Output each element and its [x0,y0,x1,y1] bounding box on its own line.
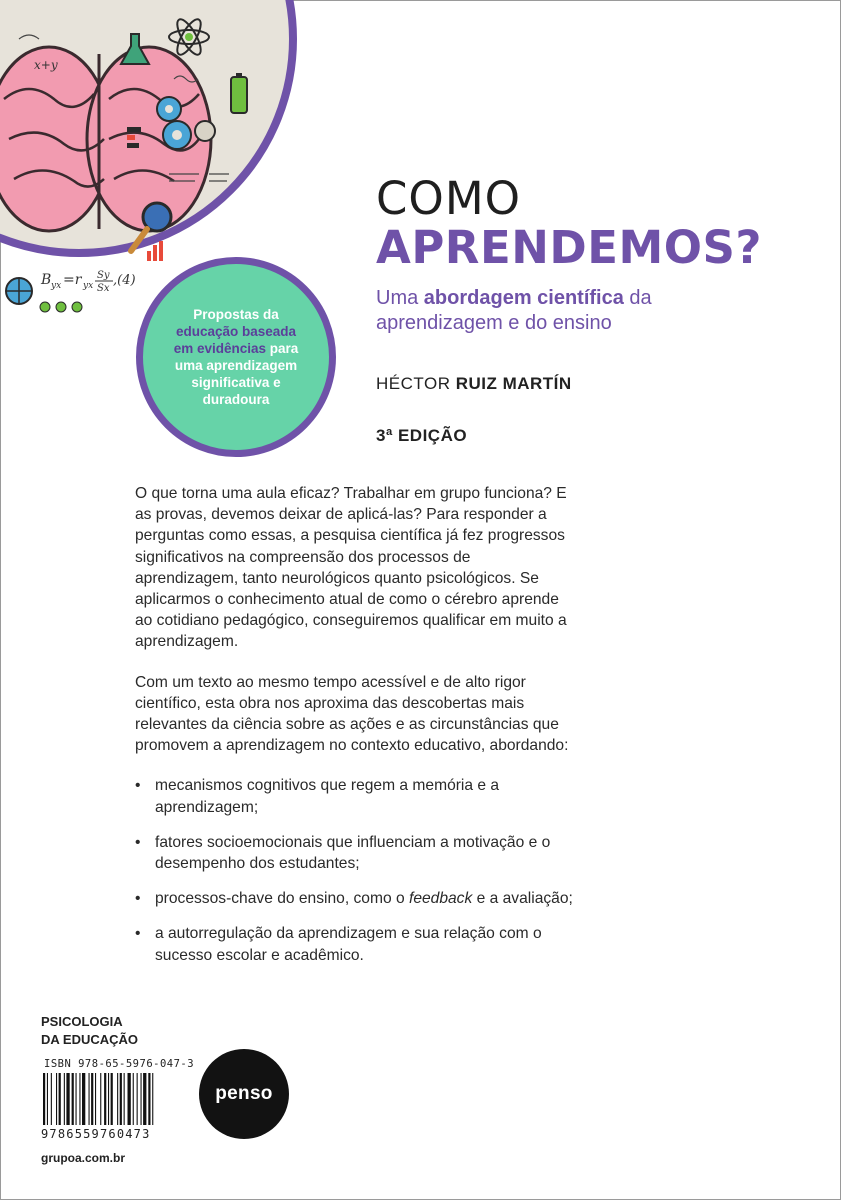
synopsis-paragraph-1: O que torna uma aula eficaz? Trabalhar em grupo funciona? E as provas, devemos deixar de aplicá-las? Para responder a perguntas como essas, a pesquisa científica já fez progressos significativos na compreensão dos processos de aprendizagem, tanto neurológicos quanto psicológicos. Se aplicarmos o conhecimento atual de como o cérebro aprende ao cotidiano pedagógico, conseguiremos qualificar em muito a aprendizagem. [135,485,567,651]
list-item-text: a autorregulação da aprendizagem e sua relação com o sucesso escolar e acadêmico. [155,925,542,964]
list-item-text: mecanismos cognitivos que regem a memória e a aprendizagem; [155,777,500,816]
series-label [41,1013,138,1049]
subtitle-pre: Uma [376,287,424,309]
cover-illustration [0,0,297,294]
bullet-icon: • [135,925,141,943]
author-last-name: RUIZ MARTÍN [455,374,572,393]
subtitle [376,286,796,336]
evidence-badge [136,257,336,457]
topics-list [135,775,575,965]
list-item [135,832,575,874]
author-name [376,374,572,394]
publisher-logo [199,1049,289,1139]
list-item [135,775,575,817]
edition-label: 3ª EDIÇÃO [376,426,468,445]
badge-line-5: significativa e [191,375,281,390]
globe-icon [6,278,32,304]
dots-icon [40,302,82,312]
series-line-1: PSICOLOGIA [41,1014,123,1029]
badge-text [166,306,306,408]
formula-num: ,(4) [113,273,136,288]
badge-line-1: Propostas da [193,307,279,322]
website-url: grupoa.com.br [41,1151,126,1165]
formula-b: B [41,272,52,288]
subtitle-line-2: aprendizagem e do ensino [376,312,612,334]
list-item-text: fatores socioemocionais que influenciam a motivação e o desempenho dos estudantes; [155,833,551,873]
list-item-text-emphasis: feedback [408,890,473,908]
title-line-2: APRENDEMOS? [376,221,763,274]
title-line-1: COMO [376,172,522,225]
bullet-icon: • [135,777,141,795]
formula-sub-yx-2: yx [83,281,94,291]
badge-line-3-rest: para [266,341,299,356]
formula-eq-r: =r [63,272,82,288]
isbn-text: ISBN 978-65-5976-047-3 [44,1058,195,1070]
list-item-text-post: e a avaliação; [472,890,573,908]
bullet-icon: • [135,890,141,908]
subtitle-post: da [623,287,652,309]
author-first-name: HÉCTOR [376,374,456,393]
bar-chart-icon [147,241,163,261]
synopsis-paragraph-2: Com um texto ao mesmo tempo acessível e de alto rigor científico, esta obra nos aproxima das descobertas mais relevantes da ciência sobre as ações e as circunstâncias que promovem a aprendizagem no contexto educativo, abordando: [135,673,569,755]
formula-frac-bottom: Sx [97,283,110,294]
badge-line-3-highlight: em evidências [173,341,267,356]
list-item [135,888,575,909]
atom-icon [169,16,209,58]
barcode-icon [41,1073,191,1125]
list-item-text-pre: processos-chave do ensino, como o [155,890,409,908]
illustration-art [0,0,289,294]
formula-frac-top: Sy [97,270,110,281]
subtitle-bold: abordagem científica [423,287,624,309]
badge-line-6: duradoura [202,392,270,407]
publisher-logo-text: penso [215,1083,273,1104]
synopsis [135,483,575,980]
formula-x-plus-y: x+y [34,58,58,72]
badge-line-4: uma aprendizagem [174,358,298,373]
battery-icon [231,73,247,113]
bullet-icon: • [135,833,141,851]
formula-sub-yx: yx [51,281,62,291]
barcode-number: 9786559760473 [41,1127,151,1141]
badge-line-2: educação baseada [175,324,297,339]
list-item [135,923,575,965]
series-line-2: DA EDUCAÇÃO [41,1032,139,1047]
